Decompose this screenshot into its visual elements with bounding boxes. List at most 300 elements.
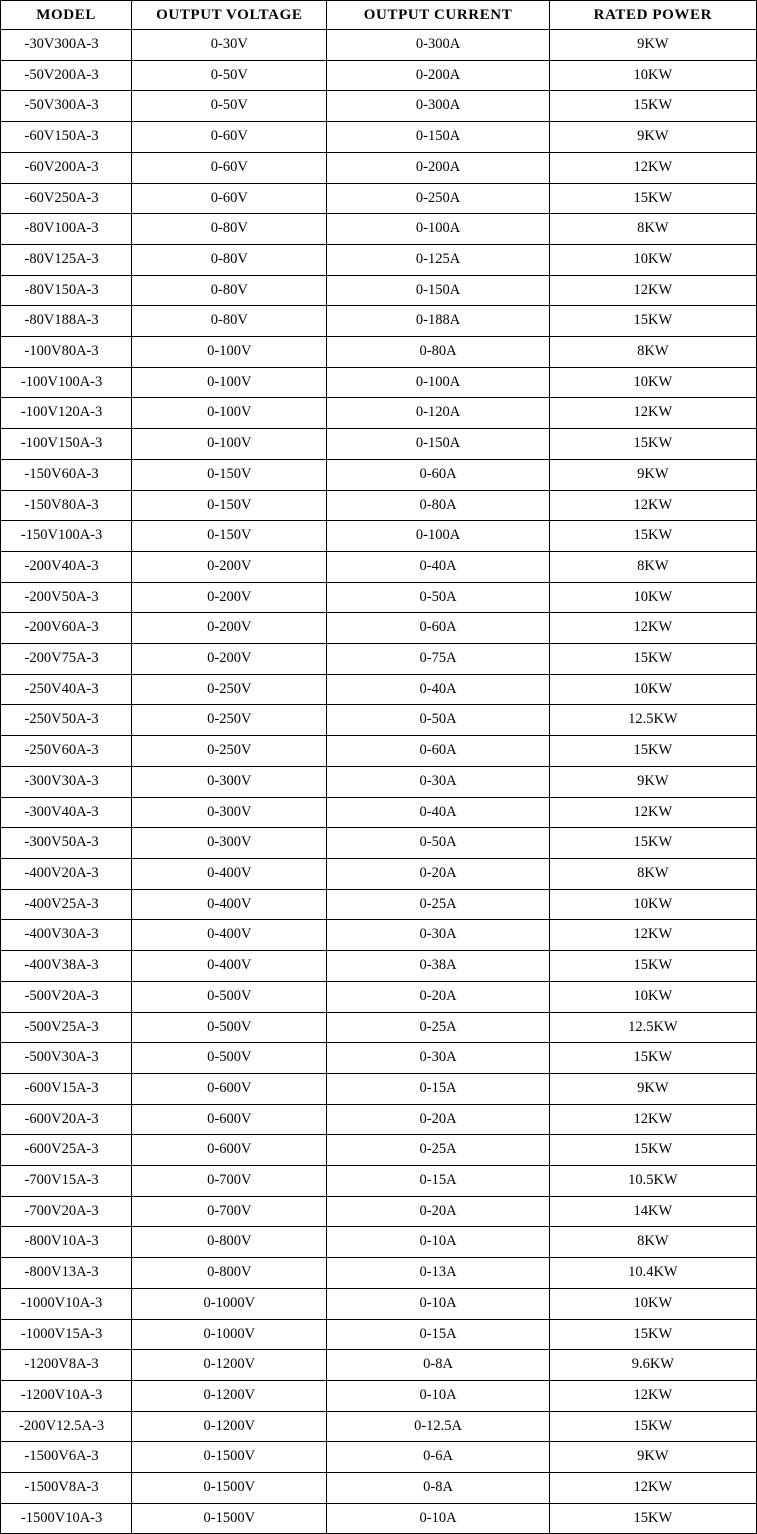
- cell-output-current: 0-38A: [327, 951, 549, 982]
- cell-model: [1, 1288, 132, 1319]
- table-row: [1, 1473, 757, 1504]
- cell-model-text: -200V40A-3: [24, 557, 99, 574]
- cell-model-text: -80V125A-3: [24, 250, 99, 267]
- table-header: [1, 1, 757, 30]
- cell-model: [1, 858, 132, 889]
- cell-rated-power: 15KW: [549, 521, 756, 552]
- cell-model-text: -1500V6A-3: [24, 1448, 99, 1465]
- cell-model: [1, 459, 132, 490]
- cell-model: [1, 398, 132, 429]
- cell-model-text: -250V60A-3: [24, 742, 99, 759]
- cell-output-voltage: 0-80V: [132, 275, 327, 306]
- cell-rated-power: 12KW: [549, 1380, 756, 1411]
- cell-output-current: 0-40A: [327, 551, 549, 582]
- table-row: [1, 613, 757, 644]
- cell-model-text: -150V60A-3: [24, 465, 99, 482]
- table-body: [1, 30, 757, 1534]
- cell-output-voltage: 0-700V: [132, 1196, 327, 1227]
- cell-model: [1, 981, 132, 1012]
- cell-output-voltage: 0-600V: [132, 1135, 327, 1166]
- cell-output-voltage: 0-500V: [132, 1043, 327, 1074]
- cell-model: [1, 644, 132, 675]
- cell-model-text: -400V30A-3: [24, 926, 99, 943]
- cell-model-text: -300V30A-3: [24, 772, 99, 789]
- cell-model: [1, 367, 132, 398]
- cell-output-voltage: 0-80V: [132, 306, 327, 337]
- cell-output-current: 0-75A: [327, 644, 549, 675]
- table-row: [1, 398, 757, 429]
- cell-model: [1, 1104, 132, 1135]
- cell-model-text: -250V40A-3: [24, 680, 99, 697]
- cell-rated-power: 15KW: [549, 736, 756, 767]
- cell-rated-power: 8KW: [549, 858, 756, 889]
- cell-output-voltage: 0-150V: [132, 459, 327, 490]
- cell-output-voltage: 0-80V: [132, 244, 327, 275]
- cell-model-text: -100V120A-3: [20, 404, 103, 421]
- cell-model-text: -500V20A-3: [24, 987, 99, 1004]
- table-row: [1, 1227, 757, 1258]
- cell-model-text: -1500V10A-3: [20, 1509, 103, 1526]
- table-row: [1, 889, 757, 920]
- cell-rated-power: 8KW: [549, 214, 756, 245]
- cell-output-voltage: 0-300V: [132, 828, 327, 859]
- cell-model-text: -250V50A-3: [24, 711, 99, 728]
- cell-output-current: 0-13A: [327, 1258, 549, 1289]
- cell-output-current: 0-12.5A: [327, 1411, 549, 1442]
- cell-rated-power: 9KW: [549, 122, 756, 153]
- cell-output-current: 0-50A: [327, 828, 549, 859]
- cell-output-voltage: 0-100V: [132, 398, 327, 429]
- table-row: [1, 521, 757, 552]
- cell-model-text: -1000V10A-3: [20, 1294, 103, 1311]
- column-header-output-voltage: OUTPUT VOLTAGE: [132, 1, 327, 30]
- table-row: [1, 1288, 757, 1319]
- table-row: [1, 91, 757, 122]
- table-row: [1, 306, 757, 337]
- table-row: [1, 122, 757, 153]
- cell-output-current: 0-40A: [327, 674, 549, 705]
- cell-output-current: 0-150A: [327, 275, 549, 306]
- cell-rated-power: 15KW: [549, 1319, 756, 1350]
- cell-model-text: -400V38A-3: [24, 957, 99, 974]
- cell-model: [1, 551, 132, 582]
- cell-model: [1, 183, 132, 214]
- cell-model: [1, 91, 132, 122]
- table-row: [1, 1258, 757, 1289]
- cell-output-current: 0-10A: [327, 1503, 549, 1534]
- table-row: [1, 736, 757, 767]
- table-row: [1, 1442, 757, 1473]
- cell-model: [1, 582, 132, 613]
- table-row: [1, 367, 757, 398]
- cell-output-voltage: 0-400V: [132, 951, 327, 982]
- cell-output-voltage: 0-800V: [132, 1258, 327, 1289]
- table-row: [1, 705, 757, 736]
- cell-output-voltage: 0-600V: [132, 1073, 327, 1104]
- cell-model: [1, 1442, 132, 1473]
- cell-model-text: -700V15A-3: [24, 1172, 99, 1189]
- table-row: [1, 828, 757, 859]
- cell-model-text: -1200V10A-3: [20, 1386, 103, 1403]
- cell-output-voltage: 0-700V: [132, 1166, 327, 1197]
- cell-output-current: 0-25A: [327, 1135, 549, 1166]
- column-header-output-current: OUTPUT CURRENT: [327, 1, 549, 30]
- cell-model-text: -500V25A-3: [24, 1018, 99, 1035]
- cell-output-voltage: 0-1500V: [132, 1473, 327, 1504]
- cell-output-voltage: 0-1500V: [132, 1503, 327, 1534]
- cell-output-voltage: 0-60V: [132, 183, 327, 214]
- cell-rated-power: 10KW: [549, 889, 756, 920]
- table-row: [1, 1319, 757, 1350]
- cell-model-text: -60V250A-3: [24, 189, 99, 206]
- cell-model: [1, 889, 132, 920]
- cell-output-voltage: 0-250V: [132, 705, 327, 736]
- cell-output-voltage: 0-1000V: [132, 1288, 327, 1319]
- cell-rated-power: 9KW: [549, 459, 756, 490]
- cell-output-current: 0-120A: [327, 398, 549, 429]
- cell-output-current: 0-20A: [327, 981, 549, 1012]
- cell-model-text: -60V150A-3: [24, 128, 99, 145]
- cell-rated-power: 10KW: [549, 60, 756, 91]
- table-row: [1, 551, 757, 582]
- cell-model: [1, 337, 132, 368]
- cell-output-voltage: 0-200V: [132, 613, 327, 644]
- cell-model: [1, 1012, 132, 1043]
- cell-output-current: 0-50A: [327, 705, 549, 736]
- table-row: [1, 766, 757, 797]
- table-row: [1, 797, 757, 828]
- cell-output-current: 0-100A: [327, 214, 549, 245]
- cell-model: [1, 1135, 132, 1166]
- cell-model: [1, 1196, 132, 1227]
- cell-output-current: 0-10A: [327, 1227, 549, 1258]
- cell-rated-power: 9KW: [549, 1073, 756, 1104]
- cell-output-current: 0-30A: [327, 766, 549, 797]
- cell-model-text: -80V188A-3: [24, 312, 99, 329]
- table-row: [1, 1380, 757, 1411]
- cell-output-voltage: 0-400V: [132, 920, 327, 951]
- cell-output-voltage: 0-250V: [132, 736, 327, 767]
- cell-model: [1, 797, 132, 828]
- cell-rated-power: 15KW: [549, 1411, 756, 1442]
- cell-output-voltage: 0-200V: [132, 644, 327, 675]
- cell-output-voltage: 0-1500V: [132, 1442, 327, 1473]
- cell-model: [1, 828, 132, 859]
- cell-model-text: -50V200A-3: [24, 66, 99, 83]
- cell-model-text: -150V100A-3: [20, 527, 103, 544]
- cell-rated-power: 10.5KW: [549, 1166, 756, 1197]
- table-row: [1, 1073, 757, 1104]
- cell-model: [1, 122, 132, 153]
- cell-rated-power: 15KW: [549, 91, 756, 122]
- cell-output-voltage: 0-250V: [132, 674, 327, 705]
- table-row: [1, 490, 757, 521]
- cell-rated-power: 12KW: [549, 1473, 756, 1504]
- column-header-model: MODEL: [1, 1, 132, 30]
- cell-output-voltage: 0-150V: [132, 521, 327, 552]
- cell-model: [1, 1258, 132, 1289]
- cell-model: [1, 920, 132, 951]
- cell-output-voltage: 0-60V: [132, 152, 327, 183]
- cell-model: [1, 705, 132, 736]
- cell-rated-power: 12KW: [549, 797, 756, 828]
- cell-output-current: 0-20A: [327, 1104, 549, 1135]
- cell-output-current: 0-80A: [327, 490, 549, 521]
- cell-output-current: 0-100A: [327, 521, 549, 552]
- table-row: [1, 920, 757, 951]
- table-row: [1, 1043, 757, 1074]
- cell-rated-power: 9KW: [549, 1442, 756, 1473]
- cell-model: [1, 306, 132, 337]
- cell-model: [1, 736, 132, 767]
- cell-output-voltage: 0-60V: [132, 122, 327, 153]
- cell-model-text: -1200V8A-3: [24, 1356, 99, 1373]
- cell-output-voltage: 0-1200V: [132, 1411, 327, 1442]
- table-row: [1, 1196, 757, 1227]
- cell-model-text: -600V25A-3: [24, 1141, 99, 1158]
- cell-output-current: 0-15A: [327, 1073, 549, 1104]
- cell-output-voltage: 0-50V: [132, 91, 327, 122]
- table-row: [1, 644, 757, 675]
- cell-output-current: 0-125A: [327, 244, 549, 275]
- cell-output-voltage: 0-500V: [132, 981, 327, 1012]
- cell-output-voltage: 0-800V: [132, 1227, 327, 1258]
- cell-model-text: -800V13A-3: [24, 1264, 99, 1281]
- cell-rated-power: 15KW: [549, 306, 756, 337]
- cell-output-current: 0-25A: [327, 1012, 549, 1043]
- cell-rated-power: 9KW: [549, 766, 756, 797]
- cell-output-current: 0-20A: [327, 858, 549, 889]
- table-row: [1, 1135, 757, 1166]
- cell-rated-power: 12.5KW: [549, 705, 756, 736]
- cell-model-text: -200V50A-3: [24, 588, 99, 605]
- cell-rated-power: 12KW: [549, 920, 756, 951]
- cell-output-current: 0-15A: [327, 1166, 549, 1197]
- cell-model-text: -150V80A-3: [24, 496, 99, 513]
- cell-model: [1, 244, 132, 275]
- cell-output-voltage: 0-30V: [132, 30, 327, 61]
- cell-output-current: 0-150A: [327, 122, 549, 153]
- table-row: [1, 275, 757, 306]
- cell-model: [1, 613, 132, 644]
- table-row: [1, 244, 757, 275]
- cell-rated-power: 15KW: [549, 828, 756, 859]
- cell-rated-power: 15KW: [549, 429, 756, 460]
- table-row: [1, 1503, 757, 1534]
- cell-rated-power: 10KW: [549, 367, 756, 398]
- table-header-row: [1, 1, 757, 30]
- cell-rated-power: 15KW: [549, 1503, 756, 1534]
- cell-rated-power: 9.6KW: [549, 1350, 756, 1381]
- cell-model-text: -1000V15A-3: [20, 1325, 103, 1342]
- cell-rated-power: 14KW: [549, 1196, 756, 1227]
- cell-output-voltage: 0-300V: [132, 797, 327, 828]
- table-row: [1, 582, 757, 613]
- cell-output-current: 0-60A: [327, 613, 549, 644]
- cell-output-current: 0-80A: [327, 337, 549, 368]
- table-row: [1, 429, 757, 460]
- cell-output-voltage: 0-400V: [132, 858, 327, 889]
- cell-model: [1, 1380, 132, 1411]
- cell-rated-power: 15KW: [549, 183, 756, 214]
- cell-model-text: -500V30A-3: [24, 1049, 99, 1066]
- table-row: [1, 674, 757, 705]
- table-row: [1, 1166, 757, 1197]
- cell-rated-power: 10.4KW: [549, 1258, 756, 1289]
- cell-model-text: -80V100A-3: [24, 220, 99, 237]
- cell-rated-power: 15KW: [549, 644, 756, 675]
- cell-output-current: 0-300A: [327, 30, 549, 61]
- table-row: [1, 214, 757, 245]
- cell-output-voltage: 0-400V: [132, 889, 327, 920]
- cell-model: [1, 30, 132, 61]
- cell-output-current: 0-30A: [327, 920, 549, 951]
- cell-output-current: 0-100A: [327, 367, 549, 398]
- cell-model-text: -100V150A-3: [20, 435, 103, 452]
- cell-rated-power: 8KW: [549, 551, 756, 582]
- cell-model-text: -300V40A-3: [24, 803, 99, 820]
- table-row: [1, 183, 757, 214]
- cell-rated-power: 15KW: [549, 1135, 756, 1166]
- cell-rated-power: 10KW: [549, 1288, 756, 1319]
- cell-output-voltage: 0-200V: [132, 582, 327, 613]
- cell-rated-power: 12.5KW: [549, 1012, 756, 1043]
- cell-model: [1, 214, 132, 245]
- table-row: [1, 337, 757, 368]
- cell-model: [1, 521, 132, 552]
- cell-rated-power: 12KW: [549, 490, 756, 521]
- table-row: [1, 1012, 757, 1043]
- cell-rated-power: 12KW: [549, 613, 756, 644]
- cell-output-voltage: 0-500V: [132, 1012, 327, 1043]
- cell-output-current: 0-20A: [327, 1196, 549, 1227]
- cell-output-voltage: 0-100V: [132, 337, 327, 368]
- cell-model-text: -50V300A-3: [24, 97, 99, 114]
- table-row: [1, 459, 757, 490]
- cell-model-text: -600V15A-3: [24, 1079, 99, 1096]
- cell-rated-power: 10KW: [549, 674, 756, 705]
- cell-output-voltage: 0-50V: [132, 60, 327, 91]
- cell-model: [1, 1043, 132, 1074]
- cell-model: [1, 490, 132, 521]
- cell-rated-power: 10KW: [549, 244, 756, 275]
- cell-model: [1, 1319, 132, 1350]
- table-row: [1, 951, 757, 982]
- cell-output-current: 0-6A: [327, 1442, 549, 1473]
- cell-output-current: 0-200A: [327, 60, 549, 91]
- cell-output-voltage: 0-100V: [132, 429, 327, 460]
- cell-model: [1, 1411, 132, 1442]
- cell-rated-power: 12KW: [549, 1104, 756, 1135]
- cell-model-text: -300V50A-3: [24, 834, 99, 851]
- column-header-rated-power: RATED POWER: [549, 1, 756, 30]
- cell-model-text: -600V20A-3: [24, 1110, 99, 1127]
- cell-rated-power: 8KW: [549, 1227, 756, 1258]
- cell-output-voltage: 0-1000V: [132, 1319, 327, 1350]
- cell-model: [1, 1227, 132, 1258]
- cell-output-current: 0-8A: [327, 1473, 549, 1504]
- table-row: [1, 1411, 757, 1442]
- cell-output-current: 0-60A: [327, 736, 549, 767]
- cell-model-text: -100V100A-3: [20, 373, 103, 390]
- cell-output-current: 0-50A: [327, 582, 549, 613]
- cell-model: [1, 766, 132, 797]
- cell-rated-power: 8KW: [549, 337, 756, 368]
- cell-model-text: -200V60A-3: [24, 619, 99, 636]
- cell-model-text: -200V75A-3: [24, 650, 99, 667]
- cell-model: [1, 1473, 132, 1504]
- cell-output-current: 0-150A: [327, 429, 549, 460]
- table-row: [1, 981, 757, 1012]
- cell-rated-power: 9KW: [549, 30, 756, 61]
- cell-rated-power: 15KW: [549, 951, 756, 982]
- cell-output-voltage: 0-1200V: [132, 1380, 327, 1411]
- cell-output-current: 0-8A: [327, 1350, 549, 1381]
- cell-model: [1, 152, 132, 183]
- cell-output-current: 0-25A: [327, 889, 549, 920]
- cell-output-current: 0-188A: [327, 306, 549, 337]
- cell-model-text: -1500V8A-3: [24, 1479, 99, 1496]
- cell-model: [1, 1166, 132, 1197]
- cell-model: [1, 1073, 132, 1104]
- cell-output-current: 0-40A: [327, 797, 549, 828]
- cell-output-voltage: 0-150V: [132, 490, 327, 521]
- cell-output-current: 0-200A: [327, 152, 549, 183]
- cell-rated-power: 10KW: [549, 981, 756, 1012]
- cell-model: [1, 1503, 132, 1534]
- table-row: [1, 152, 757, 183]
- cell-model: [1, 951, 132, 982]
- cell-output-current: 0-10A: [327, 1288, 549, 1319]
- table-row: [1, 60, 757, 91]
- table-row: [1, 1104, 757, 1135]
- cell-output-voltage: 0-300V: [132, 766, 327, 797]
- cell-rated-power: 15KW: [549, 1043, 756, 1074]
- cell-output-current: 0-10A: [327, 1380, 549, 1411]
- cell-model-text: -80V150A-3: [24, 281, 99, 298]
- cell-model-text: -800V10A-3: [24, 1233, 99, 1250]
- cell-output-current: 0-300A: [327, 91, 549, 122]
- cell-output-voltage: 0-80V: [132, 214, 327, 245]
- cell-model-text: -60V200A-3: [24, 158, 99, 175]
- cell-output-current: 0-30A: [327, 1043, 549, 1074]
- table-row: [1, 30, 757, 61]
- cell-model: [1, 60, 132, 91]
- cell-output-current: 0-60A: [327, 459, 549, 490]
- table-row: [1, 1350, 757, 1381]
- cell-model: [1, 429, 132, 460]
- bottom-border-stub: [0, 1286, 112, 1289]
- cell-output-voltage: 0-1200V: [132, 1350, 327, 1381]
- cell-rated-power: 12KW: [549, 152, 756, 183]
- cell-model-text: -400V25A-3: [24, 895, 99, 912]
- cell-output-voltage: 0-200V: [132, 551, 327, 582]
- cell-model-text: -700V20A-3: [24, 1202, 99, 1219]
- cell-rated-power: 12KW: [549, 275, 756, 306]
- cell-rated-power: 10KW: [549, 582, 756, 613]
- table-row: [1, 858, 757, 889]
- cell-model-text: -30V300A-3: [24, 36, 99, 52]
- cell-model-text: -400V20A-3: [24, 864, 99, 881]
- cell-output-voltage: 0-600V: [132, 1104, 327, 1135]
- cell-output-voltage: 0-100V: [132, 367, 327, 398]
- cell-model-text: -200V12.5A-3: [19, 1417, 105, 1434]
- cell-model: [1, 275, 132, 306]
- cell-rated-power: 12KW: [549, 398, 756, 429]
- cell-output-current: 0-15A: [327, 1319, 549, 1350]
- cell-model: [1, 1350, 132, 1381]
- cell-model-text: -100V80A-3: [24, 343, 99, 360]
